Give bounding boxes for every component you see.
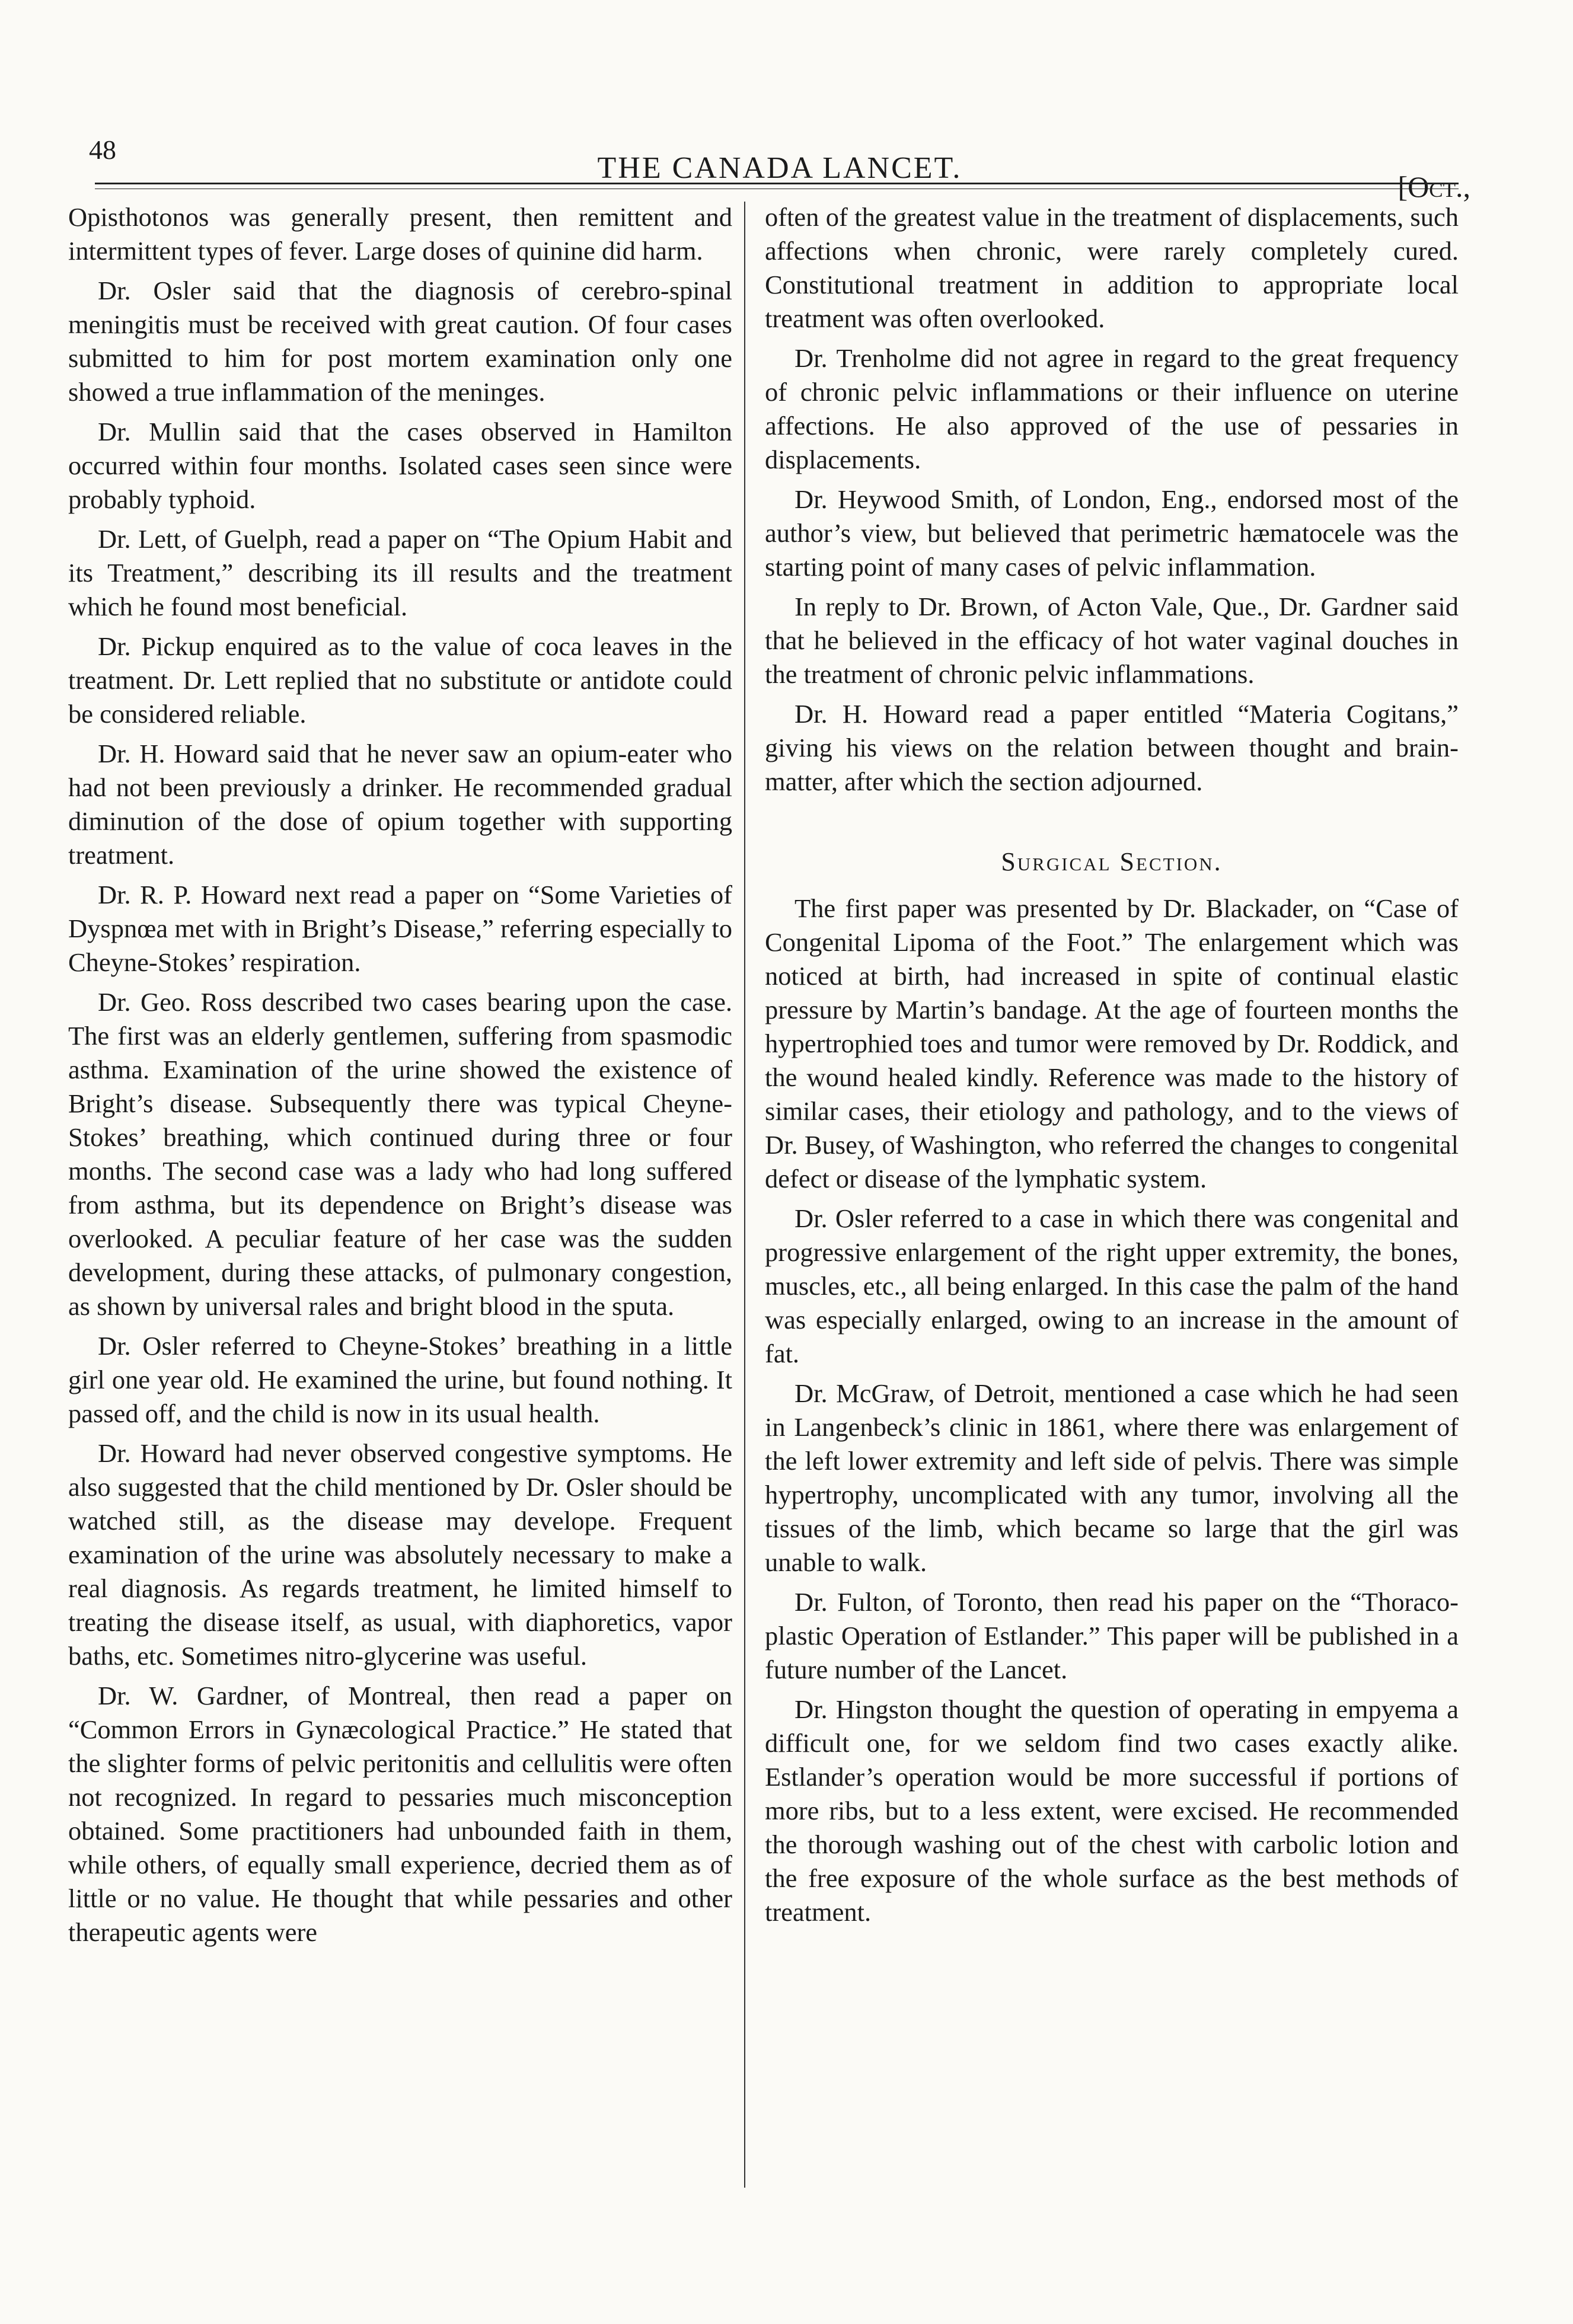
header-rule [95,183,1459,184]
paragraph: Dr. Heywood Smith, of London, Eng., endorsed most of the author’s view, but believed that perimetric hæmatocele was the starting point of many cases of pelvic inflammation. [765,484,1459,582]
paragraph: Dr. R. P. Howard next read a paper on “Some Varieties of Dyspnœa met with in Bright’s Disease,” referring especially to Cheyne-Stokes’ respiration. [68,880,732,977]
paragraph: Dr. Osler referred to Cheyne-Stokes’ breathing in a little girl one year old. He examined the urine, but found nothing. It passed off, and the child is now in its usual health. [68,1331,732,1428]
paragraph: Dr. Geo. Ross described two cases bearing upon the case. The first was an elderly gentlemen, suffering from spasmodic asthma. Examination of the urine showed the existence of Bright’s disease. Subsequently there was typical Cheyne-Stokes’ breathing, which continued during three or four months. The second case was a lady who had long suffered from asthma, but its dependence on Bright’s disease was overlooked. A peculiar feature of her case was the sudden development, during these attacks, of pulmonary congestion, as shown by universal rales and bright blood in the sputa. [68,987,732,1321]
column-divider [744,202,745,2188]
page-number: 48 [89,135,116,165]
paragraph: Dr. Fulton, of Toronto, then read his paper on the “Thoraco-plastic Operation of Estlander.” This paper will be published in a future number of the Lancet. [765,1587,1459,1684]
section-heading: Surgical Section. [1001,847,1223,876]
page-header [89,134,1470,203]
paragraph: Dr. Mullin said that the cases observed in Hamilton occurred within four months. Isolated cases seen since were probably typhoid. [68,417,732,514]
paragraph: Dr. H. Howard said that he never saw an opium-eater who had not been previously a drinker. He recommended gradual diminution of the dose of opium together with supporting treatment. [68,739,732,870]
paragraph: Dr. Lett, of Guelph, read a paper on “The Opium Habit and its Treatment,” describing its ill results and the treatment which he found most beneficial. [68,524,732,621]
paragraph: Dr. H. Howard read a paper entitled “Materia Cogitans,” giving his views on the relation between thought and brain-matter, after which the section adjourned. [765,699,1459,796]
paragraph: Dr. Pickup enquired as to the value of coca leaves in the treatment. Dr. Lett replied that no substitute or antidote could be considered reliable. [68,631,732,729]
running-title: THE CANADA LANCET. [597,151,962,185]
paragraph: Dr. Howard had never observed congestive symptoms. He also suggested that the child mentioned by Dr. Osler should be watched still, as the disease may develope. Frequent examination of the urine was absolutely necessary to make a real diagnosis. As regards treatment, he limited himself to treating the disease itself, as usual, with diaphoretics, vapor baths, etc. Sometimes nitro-glycerine was useful. [68,1438,732,1671]
paragraph: often of the greatest value in the treatment of displacements, such affections when chronic, were rarely completely cured. Constitutional treatment in addition to appropriate local treatment was often overlooked. [765,202,1459,333]
issue-month: [Oct., [1397,170,1470,203]
paragraph: The first paper was presented by Dr. Blackader, on “Case of Congenital Lipoma of the Foot.” The enlargement which was noticed at birth, had increased in spite of continual elastic pressure by Martin’s bandage. At the age of fourteen months the hypertrophied toes and tumor were removed by Dr. Roddick, and the wound healed kindly. Reference was made to the history of similar cases, their etiology and pathology, and to the views of Dr. Busey, of Washington, who referred the changes to congenital defect or disease of the lymphatic system. [765,893,1459,1193]
paragraph: Opisthotonos was generally present, then remittent and intermittent types of fever. Large doses of quinine did harm. [68,202,732,266]
paragraph: Dr. W. Gardner, of Montreal, then read a paper on “Common Errors in Gynæcological Practice.” He stated that the slighter forms of pelvic peritonitis and cellulitis were often not recognized. In regard to pessaries much misconception obtained. Some practitioners had unbounded faith in them, while others, of equally small experience, decried them as of little or no value. He thought that while pessaries and other therapeutic agents were [68,1681,732,1947]
left-column [68,200,732,1955]
paragraph: Dr. Osler said that the diagnosis of cerebro-spinal meningitis must be received with great caution. Of four cases submitted to him for post mortem examination only one showed a true inflammation of the meninges. [68,276,732,407]
paragraph: In reply to Dr. Brown, of Acton Vale, Que., Dr. Gardner said that he believed in the efficacy of hot water vaginal douches in the treatment of chronic pelvic inflammations. [765,592,1459,689]
paragraph: Dr. Osler referred to a case in which there was congenital and progressive enlargement of the right upper extremity, the bones, muscles, etc., all being enlarged. In this case the palm of the hand was especially enlarged, owing to an increase in the amount of fat. [765,1204,1459,1368]
paragraph: Dr. Hingston thought the question of operating in empyema a difficult one, for we seldom find two cases exactly alike. Estlander’s operation would be more successful if portions of more ribs, but to a less extent, were excised. He recommended the thorough washing out of the chest with carbolic lotion and the free exposure of the whole surface as the best methods of treatment. [765,1694,1459,1927]
paragraph: Dr. Trenholme did not agree in regard to the great frequency of chronic pelvic inflammations or their influence on uterine affections. He also approved of the use of pessaries in displacements. [765,343,1459,474]
right-column [765,200,1459,1935]
paragraph: Dr. McGraw, of Detroit, mentioned a case which he had seen in Langenbeck’s clinic in 1861, where there was enlargement of the left lower extremity and left side of pelvis. There was simple hypertrophy, uncomplicated with any tumor, involving all the tissues of the limb, which became so large that the girl was unable to walk. [765,1378,1459,1577]
